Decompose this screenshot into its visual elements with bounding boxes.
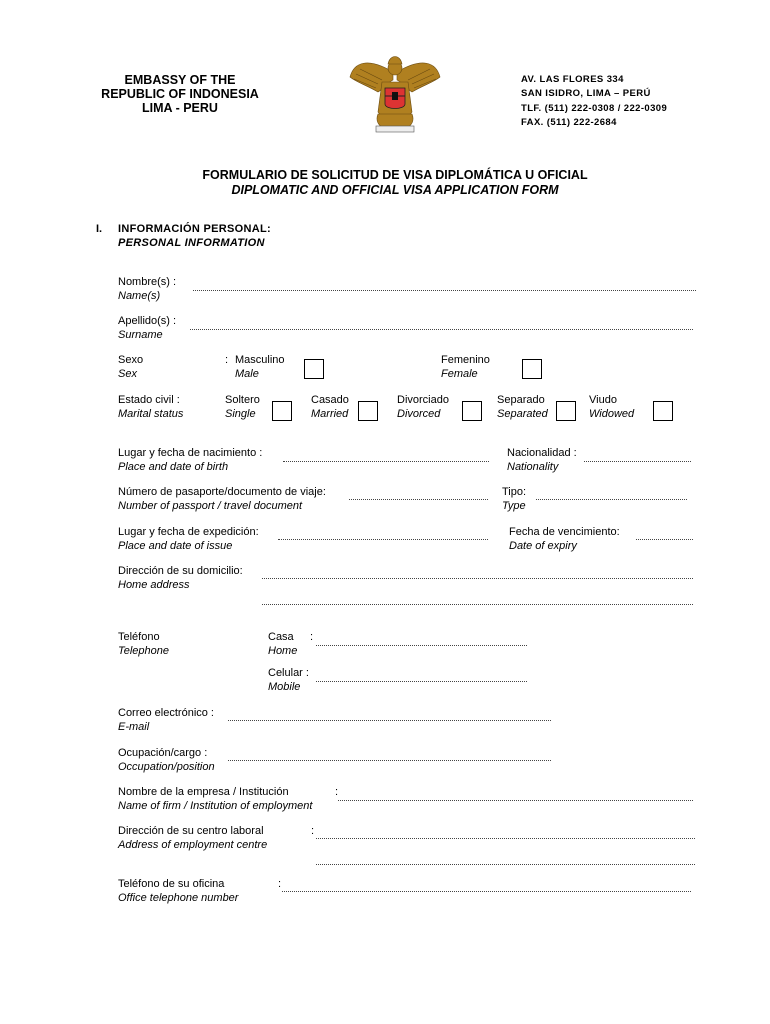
issue-field[interactable] (278, 539, 488, 540)
female-label: Femenino Female (441, 354, 490, 380)
marital-status-label: Estado civil : Marital status (118, 394, 184, 420)
expiry-field[interactable] (636, 539, 693, 540)
work-address-label: Dirección de su centro laboral Address of employment centre (118, 825, 268, 851)
married-label: Casado Married (311, 394, 349, 420)
single-label: Soltero Single (225, 394, 260, 420)
name-field[interactable] (193, 290, 696, 291)
office-phone-colon: : (278, 878, 282, 890)
mobile-field[interactable] (316, 681, 527, 682)
nationality-label: Nacionalidad : Nationality (507, 447, 577, 473)
birth-label: Lugar y fecha de nacimiento : Place and date of birth (118, 447, 263, 473)
home-phone-label: Casa Home (268, 631, 298, 657)
embassy-line-1: EMBASSY OF THE (124, 73, 236, 87)
section-title-en: PERSONAL INFORMATION (118, 237, 265, 249)
section-number: I. (96, 223, 103, 235)
work-address-field-1[interactable] (316, 838, 695, 839)
address-line-2: SAN ISIDRO, LIMA – PERÚ (521, 88, 651, 100)
birth-field[interactable] (283, 461, 489, 462)
embassy-line-3: LIMA - PERU (142, 101, 218, 115)
surname-label: Apellido(s) : Surname (118, 315, 177, 341)
male-checkbox[interactable] (304, 359, 324, 379)
sex-colon: : (225, 354, 229, 366)
firm-colon: : (335, 786, 339, 798)
female-checkbox[interactable] (522, 359, 542, 379)
name-label: Nombre(s) : Name(s) (118, 276, 177, 302)
form-title-es: FORMULARIO DE SOLICITUD DE VISA DIPLOMÁTICA U OFICIAL (202, 168, 588, 182)
surname-field[interactable] (190, 329, 693, 330)
occupation-field[interactable] (228, 760, 551, 761)
separated-checkbox[interactable] (556, 401, 576, 421)
passport-field[interactable] (349, 499, 488, 500)
expiry-label: Fecha de vencimiento: Date of expiry (509, 526, 620, 552)
divorced-checkbox[interactable] (462, 401, 482, 421)
section-title-es: INFORMACIÓN PERSONAL: (118, 223, 271, 235)
office-phone-field[interactable] (282, 891, 691, 892)
garuda-emblem-icon (348, 52, 442, 136)
male-label: Masculino Male (235, 354, 285, 380)
type-label: Tipo: Type (502, 486, 527, 512)
single-checkbox[interactable] (272, 401, 292, 421)
work-address-field-2[interactable] (316, 864, 695, 865)
home-address-field-1[interactable] (262, 578, 693, 579)
firm-field[interactable] (338, 800, 693, 801)
widowed-label: Viudo Widowed (589, 394, 635, 420)
home-address-field-2[interactable] (262, 604, 693, 605)
home-phone-colon: : (310, 631, 314, 643)
home-address-label: Dirección de su domicilio: Home address (118, 565, 243, 591)
office-phone-label: Teléfono de su oficina Office telephone number (118, 878, 239, 904)
address-line-3: TLF. (511) 222-0308 / 222-0309 (521, 102, 668, 114)
occupation-label: Ocupación/cargo : Occupation/position (118, 747, 215, 773)
address-line-4: FAX. (511) 222-2684 (521, 116, 617, 128)
separated-label: Separado Separated (497, 394, 548, 420)
work-address-colon: : (311, 825, 315, 837)
divorced-label: Divorciado Divorced (397, 394, 449, 420)
firm-label: Nombre de la empresa / Institución Name of firm / Institution of employment (118, 786, 313, 812)
mobile-label: Celular : Mobile (268, 667, 309, 693)
embassy-address (521, 73, 667, 130)
telephone-label: Teléfono Telephone (118, 631, 169, 657)
home-phone-field[interactable] (316, 645, 527, 646)
married-checkbox[interactable] (358, 401, 378, 421)
embassy-line-2: REPUBLIC OF INDONESIA (101, 87, 259, 101)
widowed-checkbox[interactable] (653, 401, 673, 421)
sex-label: Sexo Sex (118, 354, 144, 380)
email-field[interactable] (228, 720, 551, 721)
embassy-name (80, 73, 280, 115)
nationality-field[interactable] (584, 461, 691, 462)
email-label: Correo electrónico : E-mail (118, 707, 214, 733)
form-title-en: DIPLOMATIC AND OFFICIAL VISA APPLICATION FORM (231, 183, 559, 197)
issue-label: Lugar y fecha de expedición: Place and date of issue (118, 526, 259, 552)
address-line-1: AV. LAS FLORES 334 (521, 74, 624, 85)
type-field[interactable] (536, 499, 687, 500)
passport-label: Número de pasaporte/documento de viaje: Number of passport / travel document (118, 486, 326, 512)
